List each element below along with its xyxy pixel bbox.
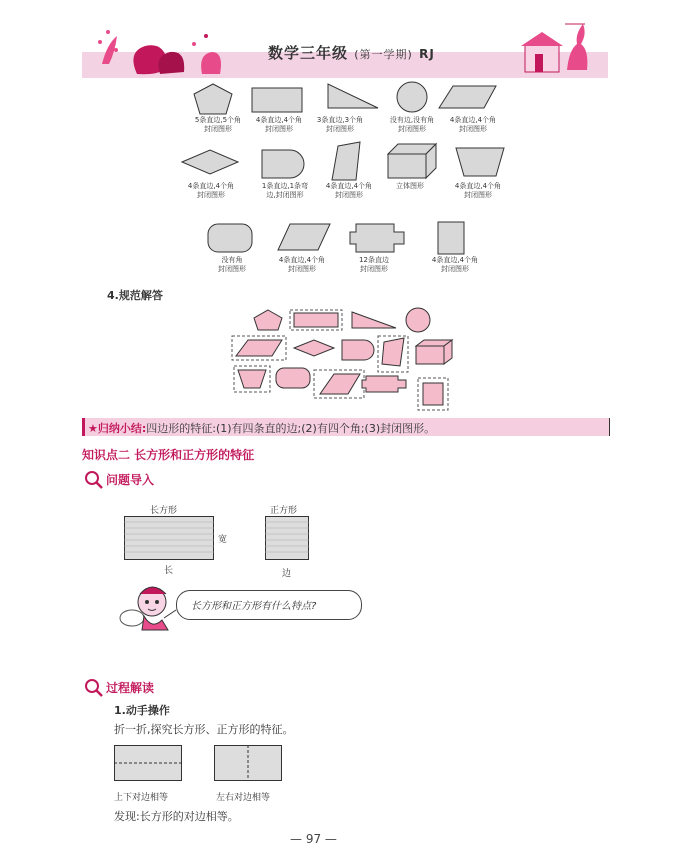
irregular-quad-shape — [320, 374, 360, 394]
caption: 4条直边,4个角 封闭图形 — [278, 256, 326, 273]
caption: 12条直边 封闭图形 — [359, 256, 389, 273]
shapes-row-1 — [180, 80, 510, 120]
square-figure — [265, 516, 309, 560]
fold-left-label: 上下对边相等 — [114, 793, 169, 803]
shapes-row-2 — [180, 140, 520, 184]
caption: 3条直边,3个角 封闭图形 — [316, 116, 364, 133]
summary-text: ★归纳小结:四边形的特征:(1)有四条直的边;(2)有四个角;(3)封闭图形。 — [88, 422, 436, 435]
rhombus-shape — [294, 340, 334, 356]
quadrilateral-shape — [382, 338, 404, 366]
fold-vertical-figure — [214, 745, 282, 781]
magnifier-icon — [84, 678, 104, 698]
header-title: 数学三年级 (第一学期) RJ — [268, 44, 435, 62]
cross-shape — [362, 376, 406, 392]
semicircle-rect-shape — [262, 150, 304, 178]
caption: 立体图形 — [396, 182, 424, 190]
circle-shape — [406, 308, 430, 332]
header-decoration-right — [505, 10, 605, 76]
quadrilateral-shape — [332, 142, 360, 180]
rectangle-figure — [124, 516, 214, 560]
cartoon-character-icon — [118, 580, 178, 642]
square-name-label: 正方形 — [270, 506, 298, 516]
irregular-quad-shape — [278, 224, 330, 250]
rect-name-label: 长方形 — [150, 506, 178, 516]
side-label: 边 — [282, 569, 292, 579]
parallelogram-shape — [236, 340, 282, 356]
fold-horizontal-figure — [114, 745, 182, 781]
caption: 4条直边,4个角 封闭图形 — [431, 256, 479, 273]
pentagon-shape — [254, 310, 282, 330]
fold-right-label: 左右对边相等 — [216, 793, 271, 803]
shapes-row-3 — [200, 220, 480, 256]
small-rect-shape — [438, 222, 464, 254]
bubble-text: 长方形和正方形有什么特点? — [191, 601, 317, 612]
caption: 4条直边,4个角 封闭图形 — [454, 182, 502, 199]
small-rect-shape — [423, 383, 443, 405]
caption: 4条直边,4个角 封闭图形 — [187, 182, 235, 199]
step1-heading: 1.动手操作 — [114, 704, 170, 717]
caption: 没有边,没有角 封闭图形 — [389, 116, 435, 133]
magnifier-icon — [84, 470, 104, 490]
trapezoid-shape — [238, 370, 266, 388]
triangle-shape — [352, 312, 396, 328]
rounded-rect-shape — [276, 368, 310, 388]
rectangle-shape — [252, 88, 302, 112]
finding-text: 发现:长方形的对边相等。 — [114, 810, 239, 823]
page-number: — 97 — — [290, 832, 337, 846]
caption: 4条直边,4个角 封闭图形 — [449, 116, 497, 133]
caption: 没有角 封闭图形 — [218, 256, 246, 273]
caption: 4条直边,4个角 封闭图形 — [255, 116, 303, 133]
right-triangle-shape — [328, 84, 378, 108]
rectangle-shape — [294, 313, 338, 327]
width-label: 宽 — [218, 535, 228, 545]
rhombus-shape — [182, 150, 238, 174]
semicircle-rect-shape — [342, 340, 374, 360]
circle-shape — [397, 82, 427, 112]
step1-text: 折一折,探究长方形、正方形的特征。 — [114, 723, 294, 736]
rounded-rect-shape — [208, 224, 252, 252]
header-decoration-left — [82, 14, 222, 76]
length-label: 长 — [164, 566, 174, 576]
answer-shapes — [228, 304, 458, 414]
process-title: 过程解读 — [106, 681, 155, 695]
trapezoid-shape — [456, 148, 504, 176]
knowledge-point-title: 知识点二 长方形和正方形的特征 — [82, 448, 255, 462]
cuboid-front — [416, 346, 444, 364]
caption: 4条直边,4个角 封闭图形 — [325, 182, 373, 199]
pentagon-shape — [194, 84, 232, 114]
intro-title: 问题导入 — [106, 473, 155, 487]
cuboid-front — [388, 154, 426, 178]
cross-shape — [350, 224, 404, 252]
section-heading: 4.规范解答 — [107, 289, 163, 302]
parallelogram-shape — [439, 86, 496, 108]
caption: 5条直边,5个角 封闭图形 — [194, 116, 242, 133]
caption: 1条直边,1条弯 边,封闭图形 — [261, 182, 309, 199]
